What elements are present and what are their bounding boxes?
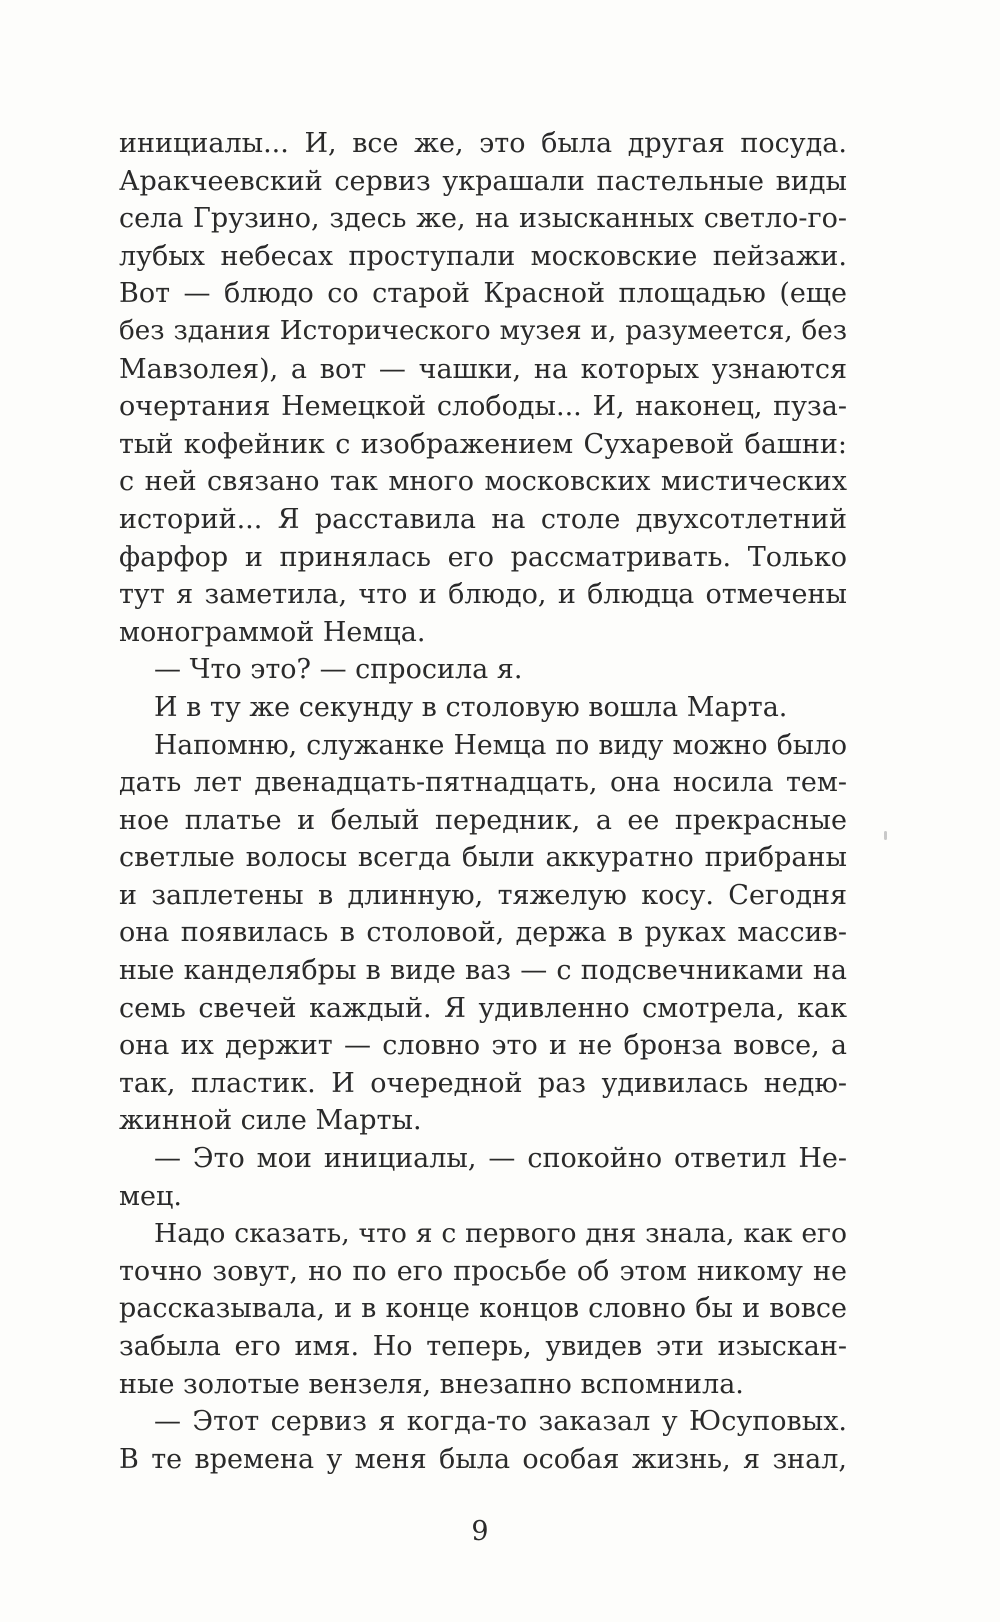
text-line-7: Мавзолея), а вот — чашки, на которых узнаются — [119, 353, 847, 385]
text-line-12: фарфор и принялась его рассматривать. Только — [119, 541, 847, 573]
paper-speck — [884, 831, 887, 840]
text-line-32: рассказывала, и в конце концов словно бы и вовсе — [119, 1293, 847, 1325]
text-line-31: точно зовут, но по его просьбе об этом никому не — [119, 1255, 847, 1287]
text-line-19: ное платье и белый передник, а ее прекрасные — [119, 804, 847, 836]
text-line-11: историй... Я расставила на столе двухсотлетний — [119, 503, 847, 535]
text-line-21: и заплетены в длинную, тяжелую косу. Сегодня — [119, 879, 847, 911]
text-line-33: забыла его имя. Но теперь, увидев эти изыскан- — [119, 1331, 847, 1362]
text-line-30: Надо сказать, что я с первого дня знала, как его — [154, 1218, 847, 1250]
text-line-36: В те времена у меня была особая жизнь, я знал, — [119, 1443, 847, 1475]
text-line-29: мец. — [119, 1180, 182, 1212]
text-line-24: семь свечей каждый. Я удивленно смотрела, как — [119, 992, 847, 1024]
text-line-5: Вот — блюдо со старой Красной площадью (еще — [119, 278, 847, 310]
text-line-17: Напомню, служанке Немца по виду можно было — [154, 729, 847, 761]
text-line-1: инициалы... И, все же, это была другая посуда. — [119, 128, 847, 159]
text-line-2: Аракчеевский сервиз украшали пастельные виды — [119, 165, 847, 197]
text-line-10: с ней связано так много московских мистических — [119, 466, 847, 498]
text-line-18: дать лет двенадцать-пятнадцать, она носила тем- — [119, 767, 847, 799]
text-line-34: ные золотые вензеля, внезапно вспомнила. — [119, 1368, 744, 1400]
text-line-3: села Грузино, здесь же, на изысканных светло-го- — [119, 203, 847, 235]
text-line-20: светлые волосы всегда были аккуратно прибраны — [119, 842, 847, 874]
text-line-4: лубых небесах проступали московские пейзажи. — [119, 240, 847, 272]
text-line-23: ные канделябры в виде ваз — с подсвечниками на — [119, 955, 847, 987]
text-line-27: жинной силе Марты. — [119, 1105, 422, 1137]
text-line-9: тый кофейник с изображением Сухаревой башни: — [119, 428, 847, 460]
text-line-26: так, пластик. И очередной раз удивилась недю- — [119, 1067, 847, 1099]
text-line-13: тут я заметила, что и блюдо, и блюдца отмечены — [119, 579, 847, 611]
text-line-14: монограммой Немца. — [119, 616, 426, 648]
text-line-35: — Этот сервиз я когда-то заказал у Юсуповых. — [154, 1406, 847, 1438]
text-line-28: — Это мои инициалы, — спокойно ответил Не- — [154, 1143, 847, 1175]
text-line-25: она их держит — словно это и не бронза вовсе, а — [119, 1030, 847, 1062]
body-text — [119, 125, 847, 1478]
page-number: 9 — [471, 1516, 489, 1547]
text-line-15: — Что это? — спросила я. — [154, 654, 523, 686]
text-line-6: без здания Исторического музея и, разумеется, без — [119, 315, 847, 346]
text-line-16: И в ту же секунду в столовую вошла Марта. — [154, 691, 788, 723]
text-line-8: очертания Немецкой слободы... И, наконец, пуза- — [119, 391, 847, 423]
text-line-22: она появилась в столовой, держа в руках массив- — [119, 917, 847, 949]
